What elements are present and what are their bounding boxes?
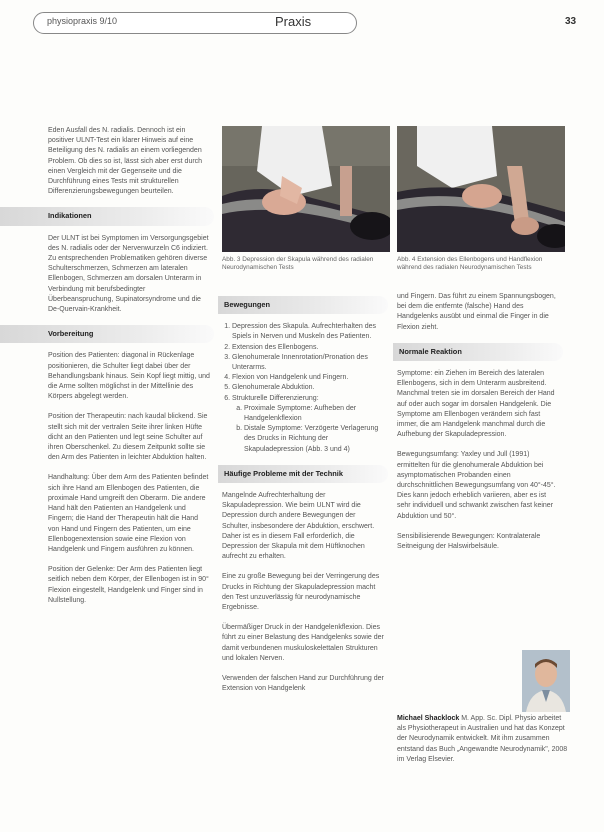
preparation-paragraph-2: Position der Therapeutin: nach kaudal blickend. Sie stellt sich mit der vertralen Seite ihrer linken Hüfte dicht an den Patienten und legt seine Schulter auf ihren Oberschenkel. Zu diesem Zeitpunkt sollte sie den Arm des Patienten in leichter Abduktion halten.: [48, 413, 208, 462]
indications-heading: Indikationen: [0, 207, 214, 225]
problems-paragraph-3: Übermäßiger Druck in der Handgelenkflexion. Dies führt zu einer Belastung des Handgelenks sowie der damit verbundenen muskuloskelettalen Strukturen und lokalen Nerven.: [222, 624, 384, 662]
normal-reaction-paragraph-2: Bewegungsumfang: Yaxley und Jull (1991) ermittelten für die glenohumerale Abduktion bei asymptomatischen Probanden einen durchschnittlichen Bewegungsumfang von 40°-45°. Dies kann jedoch erheblich variieren, aber es ist sehr individuell und schwankt zwischen fast keiner Abduktion und 50°.: [397, 451, 556, 520]
author-name: Michael Shacklock: [397, 715, 460, 722]
movement-item-label: Strukturelle Differenzierung:: [232, 394, 319, 402]
normal-reaction-heading: Normale Reaktion: [393, 343, 563, 361]
intro-paragraph: Eden Ausfall des N. radialis. Dennoch ist ein positiver ULNT-Test ein klarer Hinweis auf eine Beteiligung des N. radialis an einem vorliegenden Problem. Ob dies so ist, lässt sich aber erst durch einen Vergleich mit der Gegenseite und die Durchführung eines Tests mit strukturellen Differenzierungsbewegungen beurteilen.: [48, 127, 203, 196]
column-3: [397, 292, 559, 562]
author-box: [397, 714, 572, 765]
movement-item: 5. Glenohumerale Abduktion.: [232, 383, 384, 393]
problems-paragraph-4: Verwenden der falschen Hand zur Durchführung der Extension von Handgelenk: [222, 675, 384, 693]
movement-item: 1. Depression des Skapula. Aufrechterhalten des Spiels in Nerven und Muskeln des Patienten.: [232, 322, 384, 342]
figure-3-illustration: [222, 126, 390, 252]
author-photo: [522, 650, 570, 712]
movement-item: 3. Glenohumerale Innenrotation/Pronation des Unterarms.: [232, 353, 384, 373]
page-number: 33: [565, 16, 577, 27]
journal-name: physiopraxis 9/10: [47, 16, 118, 26]
preparation-paragraph-3: Handhaltung: Über dem Arm des Patienten befindet sich ihre Hand am Ellenbogen des Patienten, die proximale Hand umgreift den Oberarm. Die andere Hand hält den Patienten an Handgelenk und Fingern; die Hand der Therapeutin hält die Hand von Hand und Fingern des Patienten, um eine Ellenbogenextension sowie eine Flexion von Handgelenk und Fingern ausführen zu können.: [48, 474, 209, 553]
movement-item: 2. Extension des Ellenbogens.: [232, 343, 384, 353]
indications-paragraph: Der ULNT ist bei Symptomen im Versorgungsgebiet des N. radialis oder der Nervenwurzeln C6 indiziert. Zu entsprechenden Problematiken gehören diverse Schulterschmerzen, Schmerzen am lateralen Ellenbogen, Schmerzen am dorsalen Unterarm in Verbindung mit berufsbedingter Überbeanspruchung, Supinatorsyndrome und die De-Quervain-Krankheit.: [48, 234, 209, 314]
preparation-heading: Vorbereitung: [0, 325, 214, 343]
figure-3-photo: [222, 126, 390, 252]
problems-paragraph-2: Eine zu große Bewegung bei der Verringerung des Drucks in Richtung der Skapuladepression macht den Test unzuverlässig für neurodynamische Ergebnisse.: [222, 573, 380, 612]
figure-4-illustration: [397, 126, 565, 252]
column-1: [48, 126, 210, 616]
movement-item: [232, 394, 384, 455]
movement-item: 4. Flexion von Handgelenk und Fingern.: [232, 373, 384, 383]
movements-list: [222, 322, 384, 455]
sub-movement-item: a. Proximale Symptome: Aufheben der Handgelenkflexion: [244, 404, 384, 424]
normal-reaction-paragraph-1: Symptome: ein Ziehen im Bereich des lateralen Ellenbogens, sich in dem Unterarm ausbreitend. Manchmal treten sie im dorsalen Bereich der Hand auf oder auch sogar im dorsalen Handgelenk. Die Symptome am Ellenbogen verändern sich fast immer, die am Handgelenk manchmal durch die Aufhebung der Skapuladepression.: [397, 370, 555, 439]
preparation-paragraph-4: Position der Gelenke: Der Arm des Patienten liegt seitlich neben dem Körper, der Ellenbogen ist in 90° Flexion eingestellt, Handgelenk und Finger sind in Nullstellung.: [48, 566, 209, 604]
movements-heading: Bewegungen: [218, 296, 388, 314]
figure-3-caption: Abb. 3 Depression der Skapula während des radialen Neurodynamischen Tests: [222, 256, 374, 272]
section-title: Praxis: [275, 14, 312, 29]
author-portrait: [522, 650, 570, 712]
continued-paragraph: und Fingern. Das führt zu einem Spannungsbogen, bei dem die entfernte (falsche) Hand des Handgelenks ausübt und einmal die Finger in die Flexion zieht.: [397, 293, 556, 331]
column-2: [222, 292, 384, 705]
author-bio: M. App. Sc. Dipl. Physio arbeitet als Physiotherapeut in Australien und hat das Konzept der Neurodynamik entwickelt. Mit ihm zusammen entstand das Buch „Angewandte Neurodynamik", 2008 im Verlag Elsevier.: [397, 715, 568, 763]
sub-movement-item: b. Distale Symptome: Verzögerte Verlagerung des Drucks in Richtung der Skapuladepression (Abb. 3 und 4): [244, 424, 384, 455]
figure-4-caption: Abb. 4 Extension des Ellenbogens und Handflexion während des radialen Neurodynamischen Tests: [397, 256, 543, 272]
preparation-paragraph-1: Position des Patienten: diagonal in Rückenlage positionieren, die Schulter liegt dabei über der Behandlungsbank hinaus. Sein Kopf liegt mittig, und die Arme sollten möglichst in der Mittellinie des Körpers abgelegt werden.: [48, 352, 210, 401]
problems-heading: Häufige Probleme mit der Technik: [218, 465, 388, 483]
normal-reaction-paragraph-3: Sensibilisierende Bewegungen: Kontralaterale Seitneigung der Halswirbelsäule.: [397, 532, 541, 551]
problems-paragraph-1: Mangelnde Aufrechterhaltung der Skapuladepression. Wie beim ULNT wird die Depression durch andere Bewegungen der Schulter, insbesondere der Abduktion, erschwert. Daher ist es in diesem Fall erforderlich, die Depression der Skapula mit dem Hüftknochen aufrecht zu erhalten.: [222, 492, 375, 561]
figure-4-photo: [397, 126, 565, 252]
sub-movements-list: [232, 404, 384, 455]
